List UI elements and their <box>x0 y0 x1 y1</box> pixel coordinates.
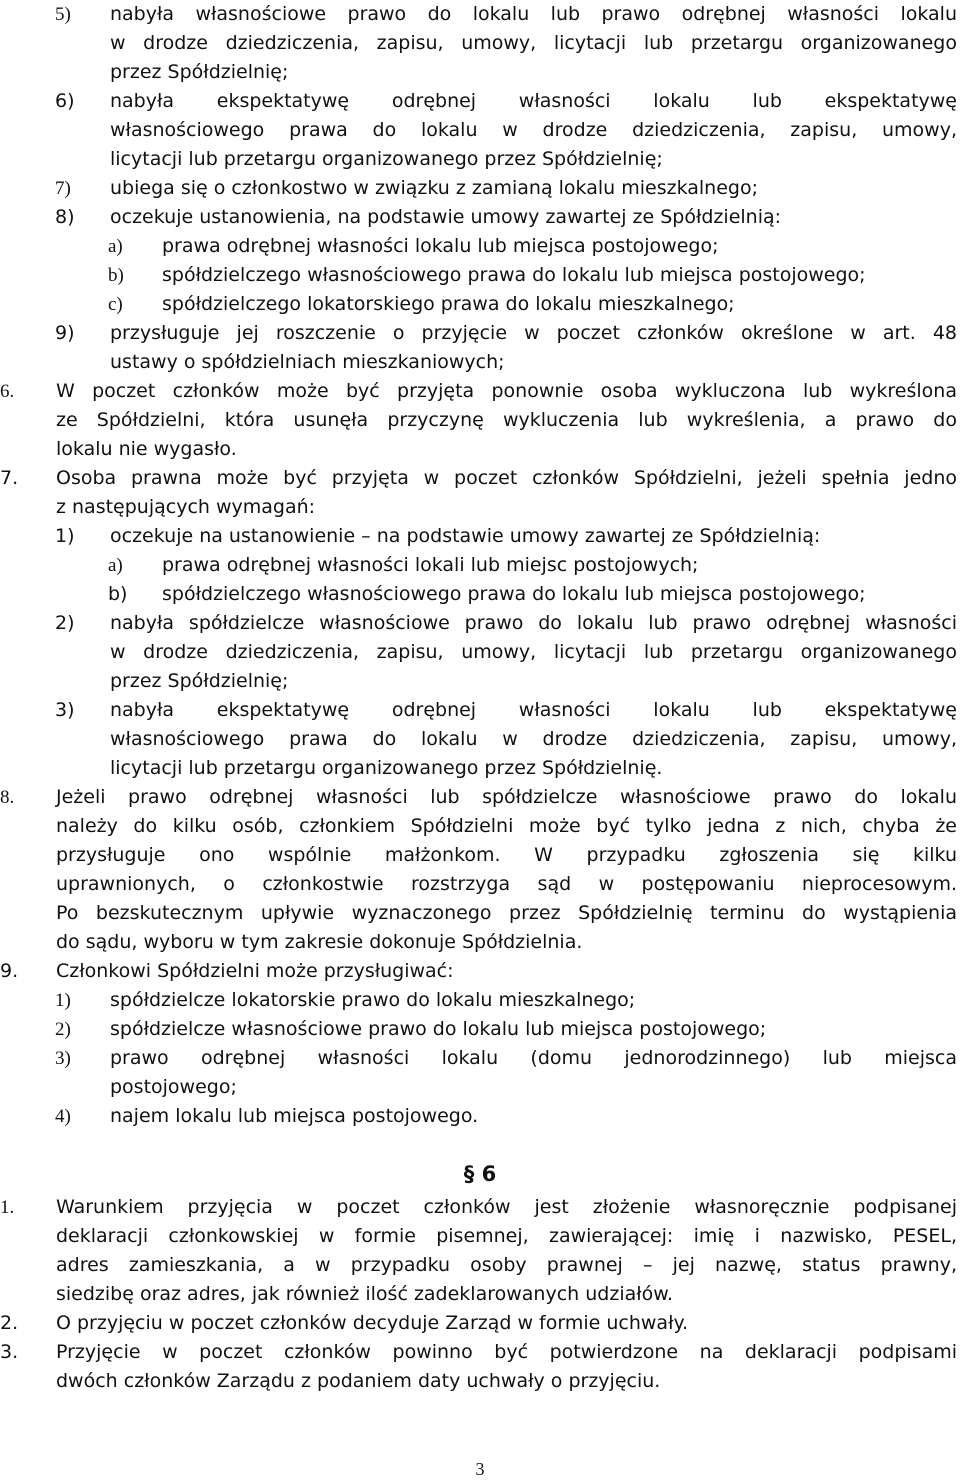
text-line <box>0 1338 960 1367</box>
text-line <box>0 551 960 580</box>
list-marker: c) <box>108 294 123 315</box>
line-text: należy do kilku osób, członkiem Spółdzielni może być tylko jedna z nich, chyba że <box>56 815 957 837</box>
text-line <box>0 319 960 348</box>
text-line <box>0 1280 960 1309</box>
list-marker: 6) <box>55 90 75 112</box>
line-text: ubiega się o członkostwo w związku z zamianą lokalu mieszkalnego; <box>110 177 758 199</box>
line-text: nabyła spółdzielcze własnościowe prawo do lokalu lub prawo odrębnej własności <box>110 612 957 634</box>
text-line <box>0 754 960 783</box>
line-text: Przyjęcie w poczet członków powinno być potwierdzone na deklaracji podpisami <box>56 1341 957 1363</box>
text-line <box>0 609 960 638</box>
list-marker: 5) <box>55 4 71 25</box>
line-text: spółdzielczego lokatorskiego prawa do lokalu mieszkalnego; <box>162 293 735 315</box>
text-line <box>0 667 960 696</box>
text-line <box>0 638 960 667</box>
line-text: z następujących wymagań: <box>56 496 316 518</box>
line-text: Po bezskutecznym upływie wyznaczonego przez Spółdzielnię terminu do wystąpienia <box>56 902 957 924</box>
text-line <box>0 145 960 174</box>
line-text: Jeżeli prawo odrębnej własności lub spółdzielcze własnościowe prawo do lokalu <box>56 786 957 808</box>
line-text: lokalu nie wygasło. <box>56 438 237 460</box>
text-line <box>0 1044 960 1073</box>
list-marker: b) <box>108 583 128 605</box>
text-line <box>0 1015 960 1044</box>
text-line <box>0 29 960 58</box>
line-text: Członkowi Spółdzielni może przysługiwać: <box>56 960 454 982</box>
line-text: deklaracji członkowskiej w formie pisemnej, zawierającej: imię i nazwisko, PESEL, <box>56 1225 957 1247</box>
list-marker: 2) <box>55 612 75 634</box>
text-line <box>0 841 960 870</box>
text-line <box>0 870 960 899</box>
text-line <box>0 493 960 522</box>
line-text: w drodze dziedziczenia, zapisu, umowy, licytacji lub przetargu organizowanego <box>110 32 957 54</box>
text-line <box>0 435 960 464</box>
text-line <box>0 1251 960 1280</box>
text-line <box>0 812 960 841</box>
text-line <box>0 203 960 232</box>
line-text: nabyła ekspektatywę odrębnej własności lokalu lub ekspektatywę <box>110 90 957 112</box>
list-marker: 6. <box>0 381 15 402</box>
text-line <box>0 783 960 812</box>
line-text: prawo odrębnej własności lokalu (domu jednorodzinnego) lub miejsca <box>110 1047 957 1069</box>
text-line <box>0 1309 960 1338</box>
text-line <box>0 348 960 377</box>
line-text: ustawy o spółdzielniach mieszkaniowych; <box>110 351 505 373</box>
line-text: nabyła ekspektatywę odrębnej własności lokalu lub ekspektatywę <box>110 699 957 721</box>
line-text: licytacji lub przetargu organizowanego przez Spółdzielnię. <box>110 757 663 779</box>
list-marker: 3) <box>55 1048 71 1069</box>
list-marker: 3) <box>55 699 75 721</box>
list-marker: 1) <box>55 525 75 547</box>
line-text: najem lokalu lub miejsca postojowego. <box>110 1105 479 1127</box>
line-text: dwóch członków Zarządu z podaniem daty uchwały o przyjęciu. <box>56 1370 661 1392</box>
line-text: oczekuje na ustanowienie – na podstawie umowy zawartej ze Spółdzielnią: <box>110 525 821 547</box>
list-marker: 7. <box>0 467 19 489</box>
text-line <box>0 232 960 261</box>
text-line <box>0 1222 960 1251</box>
section-heading: § 6 <box>463 1162 497 1186</box>
list-marker: 2) <box>55 1019 71 1040</box>
line-text: Osoba prawna może być przyjęta w poczet członków Spółdzielni, jeżeli spełnia jedno <box>56 467 957 489</box>
page-number: 3 <box>475 1459 485 1479</box>
text-line <box>0 1193 960 1222</box>
list-marker: 7) <box>55 178 71 199</box>
list-marker: 8. <box>0 787 15 808</box>
line-text: prawa odrębnej własności lokalu lub miejsca postojowego; <box>162 235 719 257</box>
text-line <box>0 87 960 116</box>
line-text: nabyła własnościowe prawo do lokalu lub prawo odrębnej własności lokalu <box>110 3 957 25</box>
line-text: uprawnionych, o członkostwie rozstrzyga sąd w postępowaniu nieprocesowym. <box>56 873 957 895</box>
list-marker: 9) <box>55 322 75 344</box>
text-line <box>0 464 960 493</box>
line-text: w drodze dziedziczenia, zapisu, umowy, licytacji lub przetargu organizowanego <box>110 641 957 663</box>
text-line <box>0 377 960 406</box>
line-text: oczekuje ustanowienia, na podstawie umowy zawartej ze Spółdzielnią: <box>110 206 782 228</box>
line-text: ze Spółdzielni, która usunęła przyczynę wykluczenia lub wykreślenia, a prawo do <box>56 409 957 431</box>
list-marker: a) <box>108 555 123 576</box>
list-marker: a) <box>108 236 123 257</box>
list-marker: b) <box>108 265 124 286</box>
text-line <box>0 986 960 1015</box>
line-text: przez Spółdzielnię; <box>110 61 289 83</box>
line-text: adres zamieszkania, a w przypadku osoby prawnej – jej nazwę, status prawny, <box>56 1254 957 1276</box>
line-text: Warunkiem przyjęcia w poczet członków jest złożenie własnoręcznie podpisanej <box>56 1196 957 1218</box>
text-line <box>0 899 960 928</box>
list-marker: 3. <box>0 1341 19 1363</box>
line-text: siedzibę oraz adres, jak również ilość zadeklarowanych udziałów. <box>56 1283 674 1305</box>
line-text: spółdzielcze lokatorskie prawo do lokalu mieszkalnego; <box>110 989 636 1011</box>
text-line <box>0 522 960 551</box>
line-text: spółdzielczego własnościowego prawa do lokalu lub miejsca postojowego; <box>162 264 866 286</box>
line-text: prawa odrębnej własności lokali lub miejsc postojowych; <box>162 554 699 576</box>
line-text: do sądu, wyboru w tym zakresie dokonuje Spółdzielnia. <box>56 931 583 953</box>
text-line <box>0 725 960 754</box>
line-text: przysługuje jej roszczenie o przyjęcie w poczet członków określone w art. 48 <box>110 322 957 344</box>
line-text: przez Spółdzielnię; <box>110 670 289 692</box>
list-marker: 9. <box>0 960 19 982</box>
line-text: postojowego; <box>110 1076 237 1098</box>
text-line <box>0 290 960 319</box>
line-text: własnościowego prawa do lokalu w drodze dziedziczenia, zapisu, umowy, <box>110 119 957 141</box>
text-line <box>0 261 960 290</box>
line-text: przysługuje ono wspólnie małżonkom. W przypadku zgłoszenia się kilku <box>56 844 957 866</box>
text-line <box>0 174 960 203</box>
line-text: własnościowego prawa do lokalu w drodze dziedziczenia, zapisu, umowy, <box>110 728 957 750</box>
text-line <box>0 1102 960 1131</box>
text-line <box>0 580 960 609</box>
line-text: spółdzielcze własnościowe prawo do lokalu lub miejsca postojowego; <box>110 1018 767 1040</box>
text-line <box>0 406 960 435</box>
list-marker: 4) <box>55 1106 71 1127</box>
line-text: O przyjęciu w poczet członków decyduje Zarząd w formie uchwały. <box>56 1312 689 1334</box>
line-text: W poczet członków może być przyjęta ponownie osoba wykluczona lub wykreślona <box>56 380 957 402</box>
list-marker: 1) <box>55 990 71 1011</box>
line-text: licytacji lub przetargu organizowanego przez Spółdzielnię; <box>110 148 663 170</box>
text-line <box>0 1073 960 1102</box>
line-text: spółdzielczego własnościowego prawa do lokalu lub miejsca postojowego; <box>162 583 866 605</box>
text-line <box>0 58 960 87</box>
text-line <box>0 957 960 986</box>
list-marker: 8) <box>55 206 75 228</box>
text-line <box>0 0 960 29</box>
list-marker: 2. <box>0 1312 19 1334</box>
text-line <box>0 696 960 725</box>
list-marker: 1. <box>0 1197 15 1218</box>
text-line <box>0 1367 960 1396</box>
text-line <box>0 116 960 145</box>
text-line <box>0 928 960 957</box>
